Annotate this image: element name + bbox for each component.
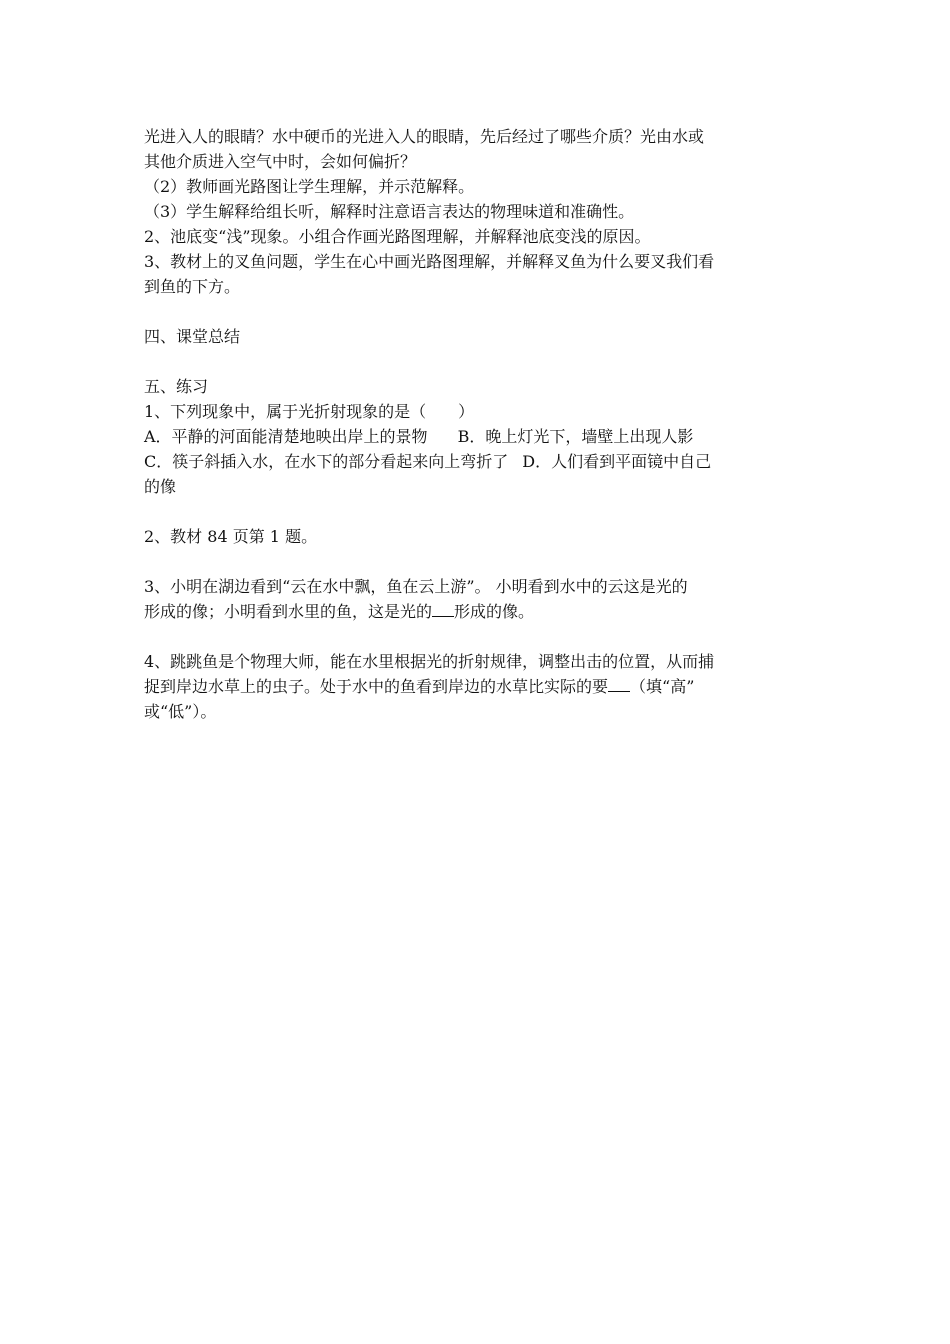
step-3-line: （3）学生解释给组长听，解释时注意语言表达的物理味道和准确性。 [144, 202, 635, 221]
question-4-line-2 [144, 674, 810, 699]
intro-line-1: 光进入人的眼睛？水中硬币的光进入人的眼睛，先后经过了哪些介质？光由水或 [144, 127, 705, 146]
question-1-options-cd [144, 449, 810, 474]
spacer [144, 549, 810, 574]
spacer [144, 499, 810, 524]
question-3-line-1: 3、小明在湖边看到“云在水中飘，鱼在云上游”。 小明看到水中的云这是光的 [144, 577, 688, 596]
spacer [144, 624, 810, 649]
option-c: C．筷子斜插入水，在水下的部分看起来向上弯折了 [144, 452, 509, 471]
option-d-continued: 的像 [144, 477, 177, 496]
intro-line-2: 其他介质进入空气中时，会如何偏折？ [144, 152, 417, 171]
step-2-line: （2）教师画光路图让学生理解，并示范解释。 [144, 177, 475, 196]
item-2-line: 2、池底变“浅”现象。小组合作画光路图理解，并解释池底变浅的原因。 [144, 227, 651, 246]
spacer [144, 349, 810, 374]
question-3-text-before: 形成的像；小明看到水里的鱼，这是光的 [144, 602, 433, 621]
item-3-line-1: 3、教材上的叉鱼问题，学生在心中画光路图理解，并解释叉鱼为什么要叉我们看 [144, 252, 715, 271]
question-4-line-3: 或“低”）。 [144, 702, 217, 721]
document-body [144, 124, 810, 724]
item-3-line-2: 到鱼的下方。 [144, 277, 241, 296]
question-2: 2、教材 84 页第 1 题。 [144, 527, 318, 546]
option-a: A．平静的河面能清楚地映出岸上的景物 [144, 427, 428, 446]
section-4-heading: 四、课堂总结 [144, 327, 241, 346]
question-1-stem: 1、下列现象中，属于光折射现象的是（ ） [144, 402, 475, 421]
answer-blank[interactable] [432, 602, 454, 617]
question-3-text-after: 形成的像。 [454, 602, 535, 621]
spacer [144, 299, 810, 324]
answer-blank[interactable] [608, 677, 630, 692]
question-1-options-ab [144, 424, 810, 449]
question-4-text-after: （填“高” [630, 677, 695, 696]
section-5-heading: 五、练习 [144, 377, 209, 396]
question-3-line-2 [144, 599, 810, 624]
question-4-text-before: 捉到岸边水草上的虫子。处于水中的鱼看到岸边的水草比实际的要 [144, 677, 609, 696]
option-d: D．人们看到平面镜中自己 [522, 452, 712, 471]
option-b: B．晚上灯光下，墙壁上出现人影 [457, 427, 694, 446]
question-4-line-1: 4、跳跳鱼是个物理大师，能在水里根据光的折射规律，调整出击的位置，从而捕 [144, 652, 715, 671]
